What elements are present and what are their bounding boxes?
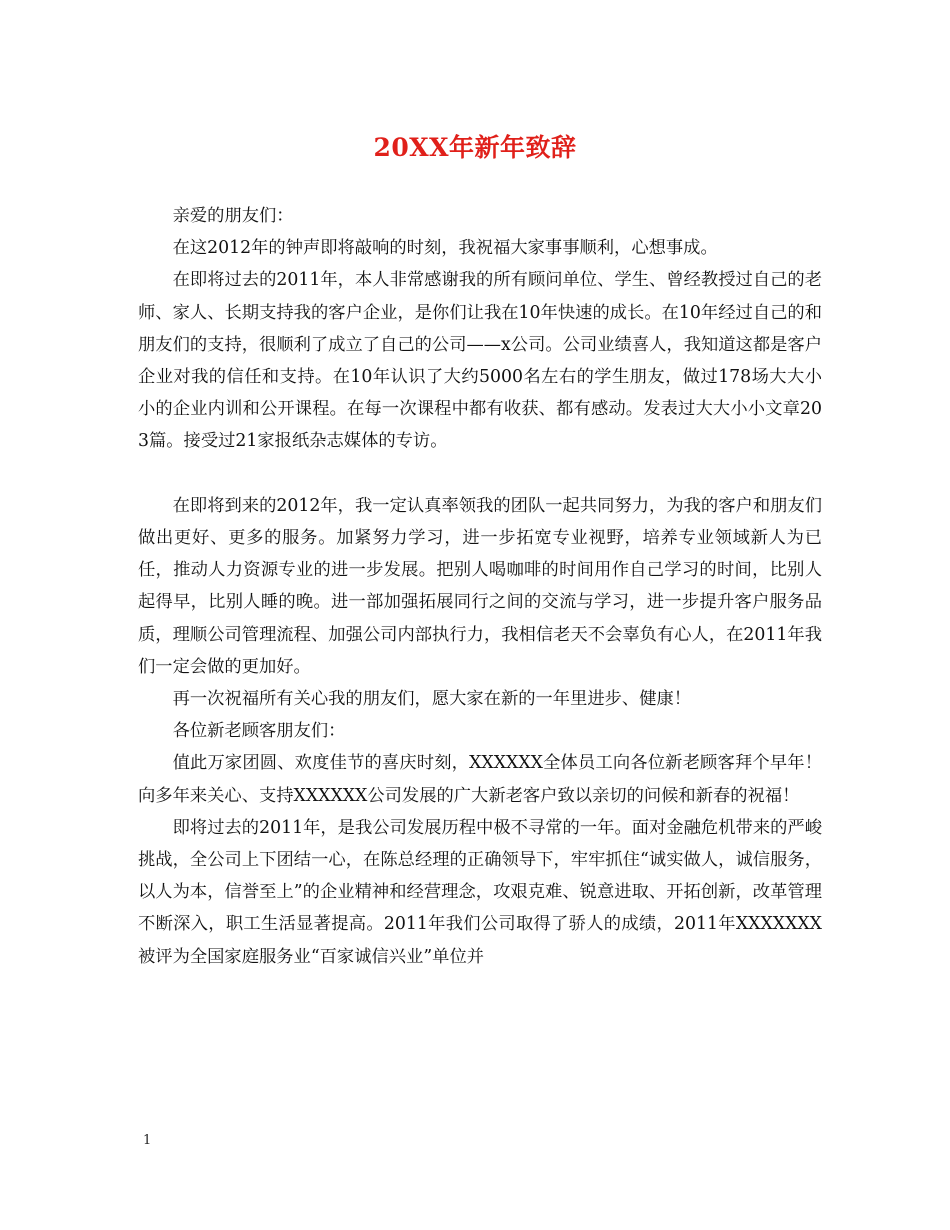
page-number: 1 xyxy=(143,1133,152,1148)
body-paragraph: 在这2012年的钟声即将敲响的时刻，我祝福大家事事顺利，心想事成。 xyxy=(172,238,718,259)
body-paragraph: 再一次祝福所有关心我的朋友们，愿大家在新的一年里进步、健康！ xyxy=(172,689,692,710)
greeting-paragraph: 各位新老顾客朋友们： xyxy=(172,721,346,742)
document-title: 20XX年新年致辞 xyxy=(373,133,577,162)
body-paragraph: 在即将过去的2011年，本人非常感谢我的所有顾问单位、学生、曾经教授过自己的老师、家人、长期支持我的客户企业，是你们让我在10年快速的成长。在10年经过自己的和朋友们的支持，很顺利了成立了自己的公司——x公司。公司业绩喜人，我知道这都是客户企业对我的信任和支持。在10年认识了大约5000名左右的学生朋友，做过178场大大小小的企业内训和公开课程。在每一次课程中都有收获、都有感动。发表过大大小小文章203篇。接受过21家报纸杂志媒体的专访。 xyxy=(138,270,822,452)
body-paragraph: 值此万家团圆、欢度佳节的喜庆时刻，XXXXXX全体员工向各位新老顾客拜个早年！向多年来关心、支持XXXXXX公司发展的广大新老客户致以亲切的问候和新春的祝福！ xyxy=(138,753,822,806)
greeting-paragraph: 亲爱的朋友们： xyxy=(172,206,294,226)
body-paragraph: 在即将到来的2012年，我一定认真率领我的团队一起共同努力，为我的客户和朋友们做出更好、更多的服务。加紧努力学习，进一步拓宽专业视野，培养专业领域新人为已任，推动人力资源专业的进一步发展。把别人喝咖啡的时间用作自己学习的时间，比别人起得早，比别人睡的晚。进一部加强拓展同行之间的交流与学习，进一步提升客户服务品质，理顺公司管理流程、加强公司内部执行力，我相信老天不会辜负有心人，在2011年我们一定会做的更加好。 xyxy=(138,495,822,677)
paragraph-spacer xyxy=(138,458,822,490)
body-paragraph: 即将过去的2011年，是我公司发展历程中极不寻常的一年。面对金融危机带来的严峻挑战，全公司上下团结一心，在陈总经理的正确领导下，牢牢抓住“诚实做人，诚信服务，以人为本，信誉至上”的企业精神和经营理念，攻艰克难、锐意进取、开拓创新，改革管理不断深入，职工生活显著提高。2011年我们公司取得了骄人的成绩，2011年XXXXXXX被评为全国家庭服务业“百家诚信兴业”单位并 xyxy=(138,817,822,967)
document-body xyxy=(138,200,822,973)
